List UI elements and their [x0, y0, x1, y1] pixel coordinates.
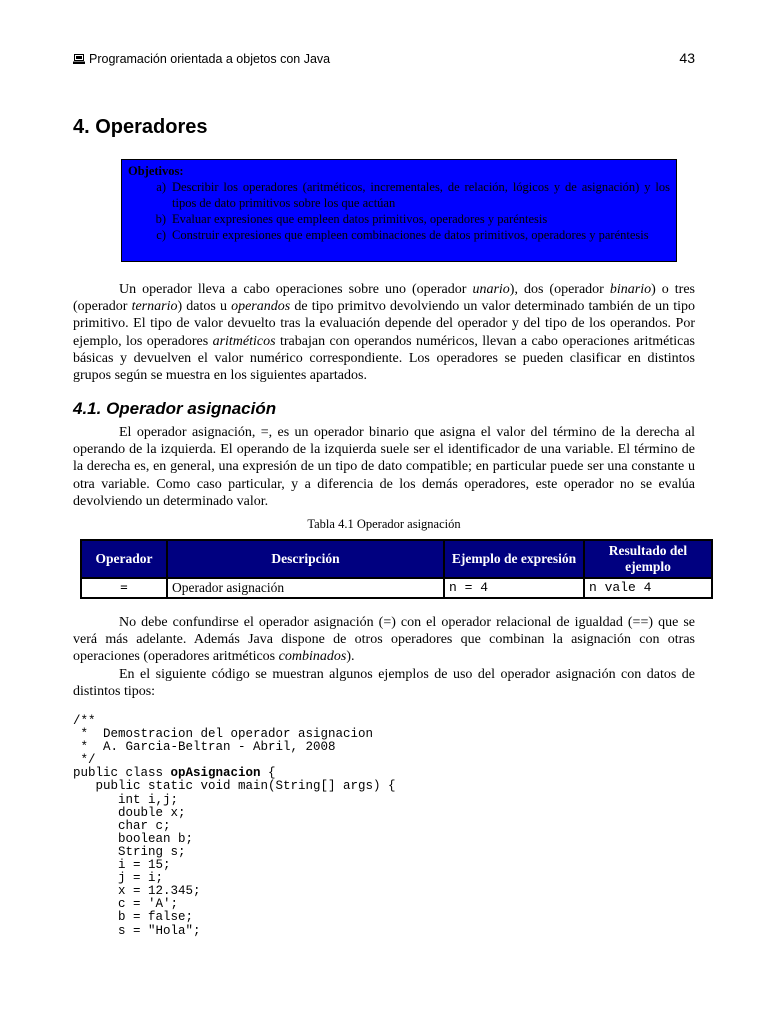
code-intro-paragraph: En el siguiente código se muestran algunos ejemplos de uso del operador asignación con datos de distintos tipos:	[73, 667, 695, 700]
column-header: Ejemplo de expresión	[444, 540, 584, 578]
intro-paragraph: Un operador lleva a cabo operaciones sobre uno (operador unario), dos (operador binario) o tres (operador ternario) datos u operandos de tipo primitvo devolviendo un valor determinado también de un tipo primitivo. El tipo de valor devuelto tras la evaluación depende del operador y del tipo de los operandos. Por ejemplo, los operadores aritméticos trabajan con operandos numéricos, llevan a cabo operaciones aritméticas básicas y devuelven el valor numérico correspondiente. Los operadores se pueden clasificar en distintos grupos según se muestra en los siguientes apartados.	[73, 282, 696, 384]
code-listing: /** * Demostracion del operador asignacion * A. Garcia-Beltran - Abril, 2008 */ public class opAsignacion { public static void main(String[] args) { int i,j; double x; char c; boolean b; String s; i = 15; j = i; x = 12.345; c = 'A'; b = false; s = "Hola";	[73, 714, 396, 938]
objectives-title: Objetivos:	[128, 164, 184, 178]
objective-label: b)	[155, 212, 166, 226]
objective-item	[128, 227, 670, 243]
computer-icon	[73, 54, 85, 64]
operator-cell: =	[81, 578, 167, 598]
assignment-paragraph: El operador asignación, =, es un operador binario que asigna el valor del término de la derecha al operando de la izquierda. El operando de la izquierda suele ser el identificador de una variable. El término de la derecha es, en general, una expresión de un tipo de dato compatible; en particular puede ser una constante u otra variable. Como caso particular, y a diferencia de los demás operadores, este operador no se evalúa devolviendo un determinado valor.	[73, 425, 695, 509]
table-header-row	[81, 540, 712, 578]
objective-item	[128, 179, 670, 211]
class-name: opAsignacion	[170, 766, 261, 781]
column-header: Descripción	[167, 540, 444, 578]
table-caption: Tabla 4.1 Operador asignación	[307, 517, 461, 531]
objectives-box	[121, 159, 677, 262]
objective-label: a)	[156, 180, 166, 194]
running-header	[73, 52, 695, 70]
section-heading: 4. Operadores	[73, 116, 208, 138]
comparison-paragraph: No debe confundirse el operador asignación (=) con el operador relacional de igualdad (==) que se verá más adelante. Además Java dispone de otros operadores que combinan la asignación con otras operaciones (operadores aritméticos combinados).	[73, 615, 695, 665]
column-header: Resultado del ejemplo	[584, 540, 712, 578]
column-header: Operador	[81, 540, 167, 578]
objective-text: Construir expresiones que empleen combinaciones de datos primitivos, operadores y paréntesis	[172, 228, 649, 242]
objective-text: Evaluar expresiones que empleen datos primitivos, operadores y paréntesis	[172, 212, 548, 226]
subsection-heading: 4.1. Operador asignación	[73, 399, 277, 418]
result-cell: n vale 4	[584, 578, 712, 598]
objective-text: Describir los operadores (aritméticos, incrementales, de relación, lógicos y de asignación) y los tipos de dato primitivos sobre los que actúan	[172, 180, 670, 210]
header-title: Programación orientada a objetos con Java	[89, 52, 331, 66]
example-cell: n = 4	[444, 578, 584, 598]
table-row	[81, 578, 712, 598]
operator-table	[80, 539, 711, 599]
page-number: 43	[679, 50, 695, 66]
objective-label: c)	[156, 228, 166, 242]
objective-item	[128, 211, 670, 227]
description-cell: Operador asignación	[167, 578, 444, 598]
